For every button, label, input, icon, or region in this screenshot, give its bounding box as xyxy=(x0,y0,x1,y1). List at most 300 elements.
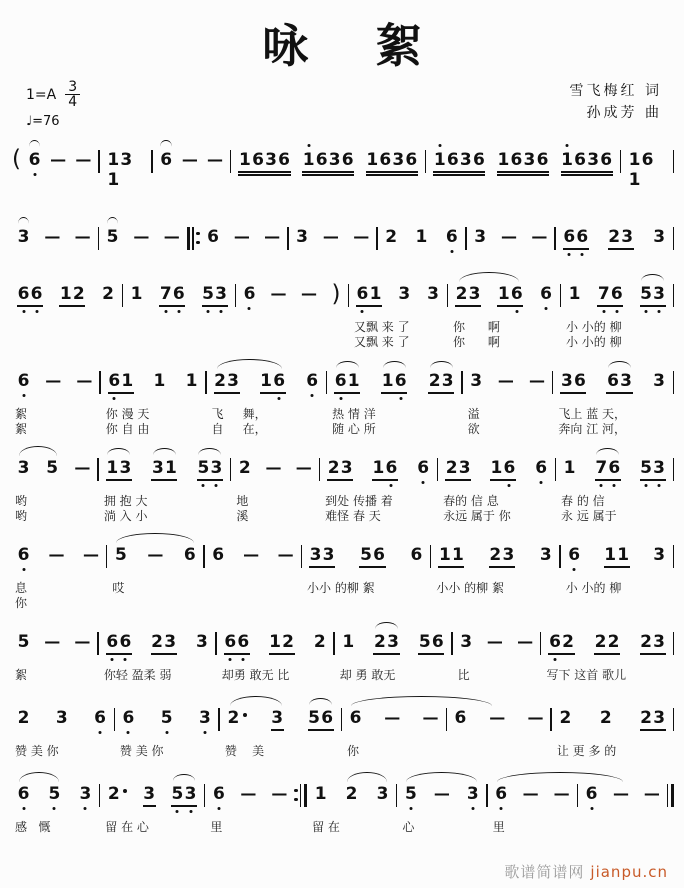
digit: 1 xyxy=(366,150,379,170)
digit: 1 xyxy=(130,284,143,304)
digit: 3 xyxy=(653,545,666,565)
digit: 7 xyxy=(159,284,172,304)
bar-thin xyxy=(673,545,674,568)
note-row xyxy=(200,214,288,255)
dash-note: — xyxy=(433,784,450,803)
slur-arc xyxy=(173,774,196,781)
lyric-line-2: 难怪 春 天 xyxy=(325,509,381,523)
credits-block xyxy=(570,80,662,124)
eighth-underline xyxy=(455,305,481,307)
digit: 2 xyxy=(640,632,652,652)
digit: 1 xyxy=(628,150,641,170)
digit: 6 xyxy=(379,150,392,170)
key-signature: 1=A xyxy=(26,86,57,103)
digit: 6 xyxy=(600,150,613,170)
footer-watermark xyxy=(504,861,668,882)
digit: 6 xyxy=(495,784,508,804)
digit: 6 xyxy=(641,150,654,170)
note xyxy=(438,545,464,565)
note-row xyxy=(463,358,552,399)
digit: 2 xyxy=(313,632,326,652)
note xyxy=(535,458,548,478)
digit: 6 xyxy=(315,150,328,170)
digit: 1 xyxy=(497,284,510,304)
note xyxy=(269,632,295,652)
note xyxy=(428,371,454,391)
eighth-underline xyxy=(202,305,228,307)
digit: 6 xyxy=(334,371,347,391)
note xyxy=(28,150,41,170)
digit: 2 xyxy=(151,632,164,652)
note-row xyxy=(21,137,98,178)
eighth-underline xyxy=(171,805,197,807)
system-9 xyxy=(8,771,676,835)
note xyxy=(306,371,319,391)
digit: 2 xyxy=(489,545,502,565)
lyric-line-1: 比 xyxy=(457,668,470,682)
digit: 2 xyxy=(282,632,294,652)
note xyxy=(302,150,354,170)
note xyxy=(308,708,334,728)
digit: 3 xyxy=(198,708,211,728)
note xyxy=(385,227,398,247)
digit: 3 xyxy=(470,371,483,391)
note xyxy=(314,784,327,804)
lyric-line-1: 你 xyxy=(347,744,360,758)
measure xyxy=(99,619,216,683)
lyric-line-1: 赞 美 你 xyxy=(15,744,59,758)
note xyxy=(356,284,382,304)
note-row xyxy=(342,695,446,736)
low-octave-dot xyxy=(127,731,130,734)
note xyxy=(143,784,156,804)
digit: 2 xyxy=(327,458,340,478)
dash-note: — xyxy=(522,784,539,803)
digit: 3 xyxy=(392,150,405,170)
note xyxy=(560,371,586,391)
note xyxy=(372,458,398,478)
digit: 2 xyxy=(102,284,114,304)
eighth-underline xyxy=(302,171,354,173)
repeat-dot xyxy=(294,798,297,801)
note xyxy=(122,708,135,728)
digit: 2 xyxy=(445,458,458,478)
lyric-line-1: 小小 的柳 絮 xyxy=(307,581,375,595)
slur-arc xyxy=(596,448,619,455)
low-octave-dot xyxy=(189,810,192,813)
dash-note: — xyxy=(240,784,257,803)
low-octave-dot xyxy=(203,731,206,734)
note-row xyxy=(100,771,204,812)
eighth-underline xyxy=(17,305,43,307)
note xyxy=(604,545,630,565)
note xyxy=(108,371,134,391)
lyric-line-2: 你 xyxy=(15,596,28,610)
watermark-site-name: 歌谱简谱网 xyxy=(504,863,585,881)
eighth-underline xyxy=(381,392,407,394)
digit: 3 xyxy=(143,784,156,804)
lyric-line-1: 春的 信 息 xyxy=(443,494,499,508)
note xyxy=(640,284,666,304)
lyric-line-1: 絮 xyxy=(15,407,28,421)
dash-note: — xyxy=(643,784,660,803)
note-row xyxy=(447,695,551,736)
digit: 6 xyxy=(576,227,589,247)
note-row xyxy=(205,771,294,812)
measure xyxy=(207,358,326,437)
note xyxy=(106,227,119,247)
digit: 1 xyxy=(372,458,385,478)
low-octave-dot xyxy=(645,484,648,487)
note xyxy=(130,284,143,304)
note xyxy=(373,632,399,652)
digit: 1 xyxy=(314,784,327,804)
dash-note: — xyxy=(270,284,287,303)
low-octave-dot xyxy=(361,310,364,313)
slur-arc xyxy=(383,361,406,368)
digit: 2 xyxy=(599,708,612,728)
digit: 3 xyxy=(466,784,479,804)
low-octave-dot xyxy=(99,731,102,734)
bar-thin xyxy=(673,284,674,307)
system-6 xyxy=(8,532,676,611)
digit: 2 xyxy=(455,284,468,304)
measure xyxy=(101,358,205,437)
slur-arc xyxy=(309,698,332,705)
lyric-line-1: 小小 的柳 絮 xyxy=(436,581,504,595)
lyric-line-1: 哎 xyxy=(112,581,125,595)
dash-note: — xyxy=(531,227,548,246)
lyric-line-1: 息 xyxy=(15,581,28,595)
slur-arc xyxy=(459,272,519,282)
note-row xyxy=(220,695,341,736)
dash-note: — xyxy=(163,227,180,246)
note-row xyxy=(10,695,114,736)
watermark-site-url[interactable]: jianpu.cn xyxy=(590,863,668,881)
note xyxy=(107,784,127,804)
dash-note: — xyxy=(295,458,312,477)
eighth-underline xyxy=(560,392,586,394)
note xyxy=(540,284,553,304)
slur-arc xyxy=(160,140,171,147)
digit: 1 xyxy=(185,371,198,391)
measure xyxy=(397,771,486,835)
note-row xyxy=(431,532,559,573)
slur-arc xyxy=(406,772,477,782)
lyric-line-2: 欲 xyxy=(467,422,480,436)
note-row xyxy=(307,771,396,812)
note-row xyxy=(561,532,673,573)
measure xyxy=(378,214,466,255)
digit: 3 xyxy=(340,458,353,478)
measure xyxy=(438,445,555,524)
low-octave-dot xyxy=(545,307,548,310)
measure xyxy=(307,771,396,835)
note xyxy=(17,458,30,478)
digit: 6 xyxy=(610,284,623,304)
dash-note: — xyxy=(264,227,281,246)
digit: 2 xyxy=(72,284,85,304)
measure xyxy=(621,137,673,198)
note xyxy=(212,784,225,804)
digit: 5 xyxy=(197,458,210,478)
note xyxy=(640,458,666,478)
note xyxy=(489,545,515,565)
note xyxy=(17,227,30,247)
bar-thin xyxy=(673,371,674,394)
dash-note: — xyxy=(44,227,61,246)
note xyxy=(595,458,621,478)
bar-thin xyxy=(192,227,193,250)
eighth-underline xyxy=(143,805,156,807)
eighth-underline xyxy=(151,479,177,481)
digit: 3 xyxy=(195,632,208,652)
digit: 6 xyxy=(503,458,516,478)
bar-thin xyxy=(673,150,674,173)
low-octave-dot xyxy=(554,658,557,661)
dash-note: — xyxy=(82,545,99,564)
measure xyxy=(10,445,97,524)
lyric-line-1: 留 在 xyxy=(312,820,340,834)
lyric-line-1: 让 更 多 的 xyxy=(556,744,617,758)
lyric-line-1: 飞 舞， xyxy=(211,407,267,421)
note xyxy=(79,784,92,804)
digit: 2 xyxy=(214,371,226,391)
eighth-underline xyxy=(640,653,666,655)
low-octave-dot xyxy=(450,250,453,253)
eighth-underline xyxy=(497,305,523,307)
low-octave-dot xyxy=(164,310,167,313)
digit: 6 xyxy=(252,150,264,170)
note-row xyxy=(10,214,98,255)
digit: 6 xyxy=(273,371,286,391)
note xyxy=(640,708,666,728)
note xyxy=(195,632,208,652)
digit: 6 xyxy=(446,150,459,170)
note xyxy=(334,371,360,391)
measure xyxy=(100,771,204,835)
digit: 6 xyxy=(237,632,250,652)
note xyxy=(214,371,240,391)
measure xyxy=(488,771,577,835)
note-row xyxy=(10,771,99,812)
low-octave-dot xyxy=(22,310,25,313)
note xyxy=(417,458,430,478)
measure xyxy=(231,137,424,178)
eighth-underline xyxy=(151,653,177,655)
low-octave-dot xyxy=(311,394,314,397)
measure xyxy=(153,137,230,178)
note-row xyxy=(561,271,673,312)
note xyxy=(398,284,411,304)
digit: 6 xyxy=(212,545,225,565)
measure xyxy=(123,271,235,320)
lyric-line-1: 你轻 盈柔 弱 xyxy=(103,668,172,682)
system-3 xyxy=(8,271,676,350)
dash-note: — xyxy=(353,227,370,246)
digit: 3 xyxy=(587,150,600,170)
digit: 5 xyxy=(160,708,173,728)
lyric-line-1: 写下 这首 歌儿 xyxy=(546,668,627,682)
eighth-underline xyxy=(106,653,132,655)
note xyxy=(606,371,632,391)
note xyxy=(296,227,309,247)
note xyxy=(243,284,256,304)
low-octave-dot xyxy=(165,731,168,734)
lyric-line-1: 里 xyxy=(492,820,505,834)
digit: 1 xyxy=(260,371,273,391)
system-1 xyxy=(8,137,676,198)
digit: 2 xyxy=(562,632,574,652)
digit: 3 xyxy=(210,458,223,478)
note xyxy=(563,458,576,478)
note xyxy=(345,784,358,804)
low-octave-dot xyxy=(568,253,571,256)
low-octave-dot xyxy=(33,173,36,176)
dash-note: — xyxy=(422,708,439,727)
augmentation-dot xyxy=(123,789,127,793)
measure xyxy=(10,771,99,835)
digit: 5 xyxy=(404,784,417,804)
note-row xyxy=(453,619,540,660)
digit: 6 xyxy=(17,284,30,304)
sixteenth-underline xyxy=(302,174,354,176)
digit: 2 xyxy=(428,371,441,391)
system-5 xyxy=(8,445,676,524)
close-paren: ) xyxy=(331,281,341,307)
measure xyxy=(342,695,446,759)
time-signature-denominator: 4 xyxy=(68,94,78,110)
note-row xyxy=(99,619,216,660)
barline xyxy=(673,227,674,250)
digit: 6 xyxy=(607,371,619,391)
lyric-line-1: 拥 抱 大 xyxy=(103,494,148,508)
note xyxy=(640,632,666,652)
note xyxy=(183,545,196,565)
high-octave-dot xyxy=(438,144,441,147)
note-row xyxy=(99,445,230,486)
barline xyxy=(673,150,674,173)
digit: 1 xyxy=(415,227,428,247)
digit: 3 xyxy=(55,708,68,728)
lyric-line-1: 小 小的 柳 xyxy=(565,581,622,595)
note xyxy=(561,150,613,170)
slur-arc xyxy=(19,446,57,456)
digit: 3 xyxy=(309,545,322,565)
key-tempo-block xyxy=(26,80,80,129)
note-row xyxy=(553,358,672,399)
note xyxy=(238,150,290,170)
note-row xyxy=(552,695,673,736)
slur-arc xyxy=(153,448,176,455)
digit: 3 xyxy=(79,784,92,804)
note xyxy=(151,632,177,652)
note xyxy=(539,545,552,565)
bar-thick xyxy=(671,784,674,807)
low-octave-dot xyxy=(22,568,25,571)
eighth-underline xyxy=(640,479,666,481)
digit: 3 xyxy=(328,150,341,170)
eighth-underline xyxy=(366,171,418,173)
low-octave-dot xyxy=(645,310,648,313)
bar-thin xyxy=(673,227,674,250)
slur-arc xyxy=(116,533,194,543)
slur-arc xyxy=(336,361,359,368)
dash-note: — xyxy=(147,545,164,564)
low-octave-dot xyxy=(600,484,603,487)
low-octave-dot xyxy=(242,658,245,661)
eighth-underline xyxy=(359,566,385,568)
lyric-line-1: 感 慨 xyxy=(15,820,51,834)
low-octave-dot xyxy=(500,807,503,810)
digit: 1 xyxy=(369,284,382,304)
note xyxy=(114,545,127,565)
digit: 5 xyxy=(418,632,431,652)
lyric-line-1: 飞上 蓝 天， xyxy=(558,407,627,421)
low-octave-dot xyxy=(22,394,25,397)
measure xyxy=(217,619,334,683)
lyric-line-2: 自 在， xyxy=(211,422,267,436)
lyric-line-2: 奔向 江 河， xyxy=(558,422,627,436)
digit: 6 xyxy=(417,458,430,478)
measure xyxy=(10,695,114,759)
eighth-underline xyxy=(214,392,240,394)
sixteenth-underline xyxy=(238,174,290,176)
measure xyxy=(289,214,377,255)
note-row xyxy=(107,532,203,573)
lyric-line-1: 热 情 洋 xyxy=(332,407,376,421)
eighth-underline xyxy=(594,653,620,655)
digit: 1 xyxy=(451,545,464,565)
eighth-underline xyxy=(418,653,444,655)
note xyxy=(474,227,487,247)
low-octave-dot xyxy=(220,310,223,313)
measure xyxy=(561,532,673,596)
digit: 2 xyxy=(607,632,620,652)
digit: 3 xyxy=(653,227,666,247)
digit: 5 xyxy=(48,784,61,804)
bar-thin xyxy=(667,784,668,807)
measure xyxy=(10,619,97,683)
digit: 3 xyxy=(398,284,411,304)
note-row xyxy=(438,445,555,486)
digit: 6 xyxy=(410,545,423,565)
eighth-underline xyxy=(563,248,589,250)
dash-note: — xyxy=(501,227,518,246)
low-octave-dot xyxy=(339,397,342,400)
note-row xyxy=(488,771,577,812)
digit: 2 xyxy=(107,784,120,804)
digit: 6 xyxy=(122,708,135,728)
lyric-line-1: 里 xyxy=(210,820,223,834)
note xyxy=(198,708,211,728)
note xyxy=(376,784,389,804)
note xyxy=(153,371,166,391)
note-row xyxy=(231,137,424,178)
note xyxy=(342,632,355,652)
eighth-underline xyxy=(608,248,634,250)
digit: 6 xyxy=(445,227,458,247)
slur-arc xyxy=(29,140,40,147)
slur-arc xyxy=(347,772,387,782)
measure xyxy=(556,214,673,255)
slur-arc xyxy=(198,448,221,455)
digit: 1 xyxy=(617,545,630,565)
digit: 3 xyxy=(460,632,473,652)
low-octave-dot xyxy=(176,810,179,813)
dash-note: — xyxy=(384,708,401,727)
digit: 6 xyxy=(17,545,30,565)
